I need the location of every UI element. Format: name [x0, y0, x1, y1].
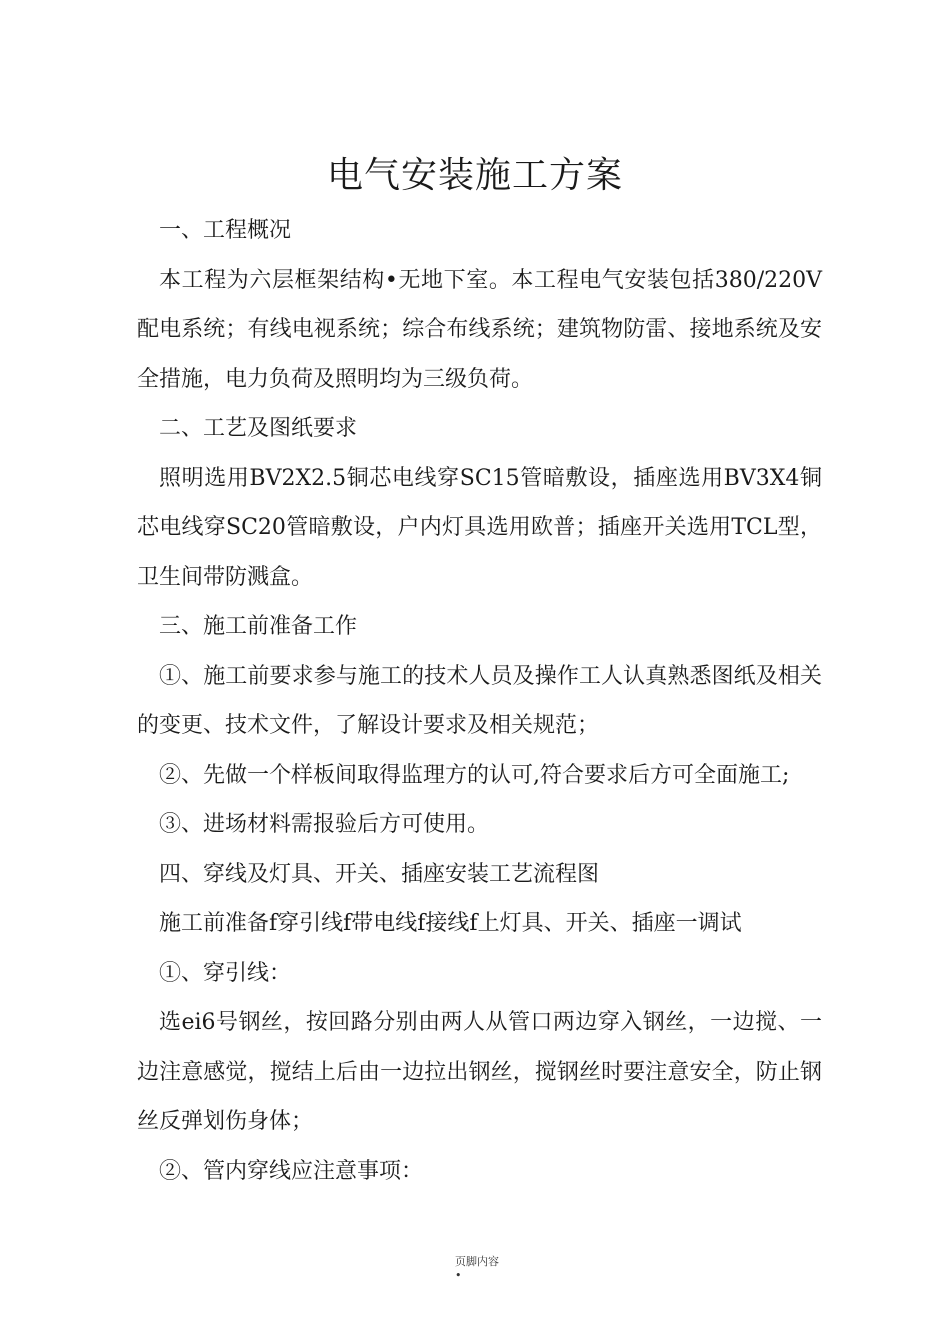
list-item-preparation-3: ③、进场材料需报验后方可使用。 — [159, 812, 490, 837]
list-item-conduit-notes: ②、管内穿线应注意事项： — [159, 1158, 424, 1184]
document-title: 电气安装施工方案 — [326, 155, 623, 196]
document-body — [137, 206, 822, 1196]
list-item-preparation-2: ②、先做一个样板间取得监理方的认可,符合要求后方可全面施工; — [159, 762, 790, 788]
section-heading-flowchart: 四、穿线及灯具、开关、插座安装工艺流程图 — [159, 861, 600, 887]
page-footer: 页脚内容• — [455, 1255, 499, 1282]
section-heading-process-requirements: 二、工艺及图纸要求 — [159, 416, 358, 441]
paragraph-pull-wire: 选ei6号钢丝，按回路分别由两人从管口两边穿入钢丝，一边搅、一边注意感觉，搅结上后由一边拉出钢丝，搅钢丝时要注意安全，防止钢丝反弹划伤身体； — [137, 1010, 822, 1134]
paragraph-overview: 本工程为六层框架结构•无地下室。本工程电气安装包括380/220V配电系统；有线电视系统；综合布线系统；建筑物防雷、接地系统及安全措施，电力负荷及照明均为三级负荷。 — [137, 267, 822, 392]
section-heading-overview: 一、工程概况 — [159, 218, 292, 243]
section-heading-preparation: 三、施工前准备工作 — [159, 614, 358, 639]
paragraph-flowchart: 施工前准备f穿引线f带电线f接线f上灯具、开关、插座一调试 — [159, 911, 742, 936]
paragraph-process-requirements: 照明选用BV2X2.5铜芯电线穿SC15管暗敷设，插座选用BV3X4铜芯电线穿SC20管暗敷设，户内灯具选用欧普；插座开关选用TCL型，卫生间带防溅盒。 — [137, 465, 822, 590]
list-item-pull-wire: ①、穿引线： — [159, 960, 292, 986]
list-item-preparation-1: ①、施工前要求参与施工的技术人员及操作工人认真熟悉图纸及相关的变更、技术文件，了解设计要求及相关规范； — [137, 663, 822, 738]
